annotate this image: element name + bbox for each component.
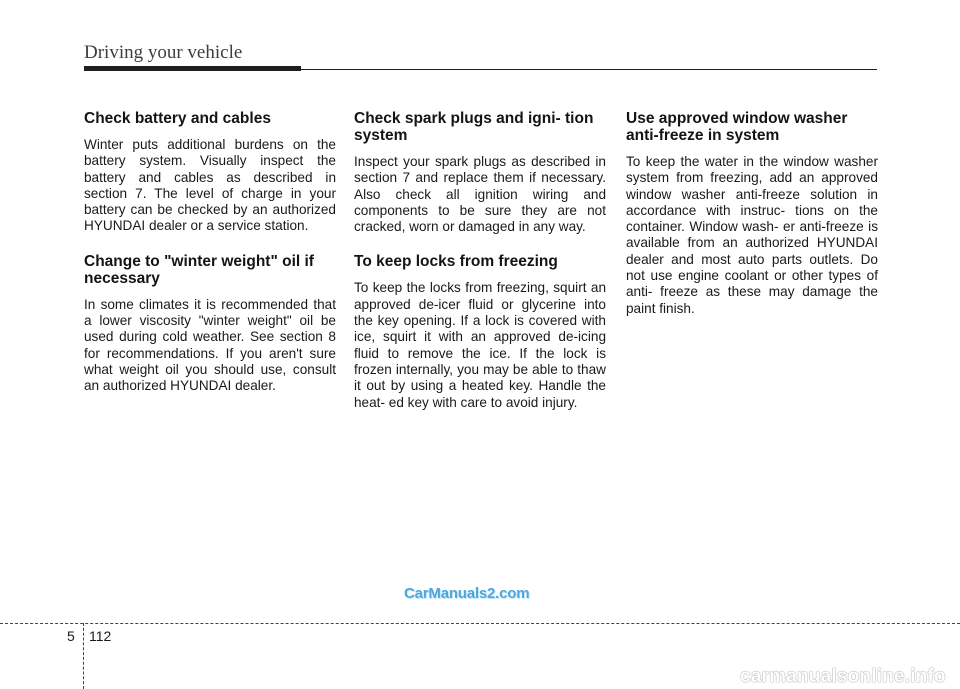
header-rule-thin [301, 69, 877, 70]
section-heading-winter-oil: Change to "winter weight" oil if necessary [84, 252, 314, 287]
header-rule-thick [84, 66, 301, 71]
section-heading-spark-plugs: Check spark plugs and igni- tion system [354, 110, 594, 144]
section-heading-battery: Check battery and cables [84, 110, 271, 127]
section-body-locks: To keep the locks from freezing, squirt an approved de-icer fluid or glycerine into the key opening. If a lock is covered with ice, squirt it with an approved de-icing fluid to remove the ice. If the lock is frozen internally, you may be able to thaw it out by using a heated key. Handle the heat- ed key with care to avoid injury. [354, 280, 606, 410]
page-number: 112 [89, 628, 112, 644]
section-body-washer: To keep the water in the window washer system from freezing, add an approved window washer anti-freeze solution in accordance with instruc- tions on the container. Window wash- er anti-freeze is available from an authorized HYUNDAI dealer and most auto parts outlets. Do not use engine coolant or other types of anti- freeze as these may damage the paint finish. [626, 154, 878, 316]
column-1 [84, 110, 336, 395]
section-heading-washer: Use approved window washer anti-freeze in system [626, 110, 848, 144]
section-heading-locks: To keep locks from freezing [354, 253, 558, 271]
section-body-winter-oil: In some climates it is recommended that a lower viscosity "winter weight" oil be used during cold weather. See section 8 for recommendations. If you aren't sure what weight oil you should use, consult an authorized HYUNDAI dealer. [84, 296, 336, 394]
carmanuals-watermark[interactable]: CarManuals2.com [404, 585, 530, 602]
page-header-title: Driving your vehicle [84, 42, 243, 63]
footer-rule [0, 623, 960, 624]
site-watermark[interactable]: carmanualsonline.info [740, 666, 946, 687]
section-body-battery: Winter puts additional burdens on the battery system. Visually inspect the battery and cables as described in section 7. The level of charge in your battery can be checked by an authorized HYUNDAI dealer or a service station. [84, 137, 336, 234]
chapter-number: 5 [67, 628, 75, 644]
footer-divider [83, 623, 84, 689]
column-3 [626, 110, 878, 317]
section-body-spark-plugs: Inspect your spark plugs as described in section 7 and replace them if necessary. Also check all ignition wiring and components to be sure they are not cracked, worn or damaged in any way. [354, 154, 606, 235]
column-2 [354, 110, 606, 411]
